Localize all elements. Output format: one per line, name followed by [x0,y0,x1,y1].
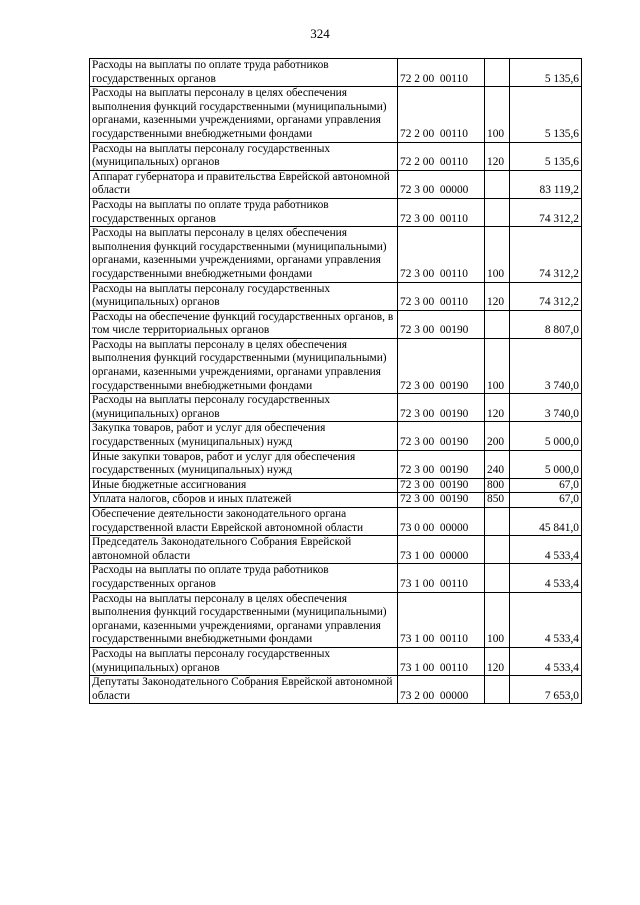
row-code-cell: 73 2 00 00000 [398,676,485,704]
row-expense-type-cell [485,536,510,564]
table-row [90,536,582,564]
row-sum-cell: 5 135,6 [510,142,582,170]
table-row [90,676,582,704]
row-name-cell: Обеспечение деятельности законодательного органа государственной власти Еврейской автономной области [90,508,398,536]
table-row [90,282,582,310]
row-sum-cell: 67,0 [510,493,582,508]
row-sum-cell: 74 312,2 [510,198,582,226]
row-expense-type-cell [485,508,510,536]
row-name-cell: Депутаты Законодательного Собрания Еврейской автономной области [90,676,398,704]
table-row [90,170,582,198]
table-row [90,647,582,675]
page-number: 324 [310,26,330,41]
table-row [90,310,582,338]
table-row [90,87,582,142]
row-code-cell: 72 3 00 00190 [398,422,485,450]
row-expense-type-cell [485,564,510,592]
row-code-cell: 72 3 00 00190 [398,478,485,493]
row-name-cell: Расходы на выплаты персоналу в целях обеспечения выполнения функций государственными (муниципальными) органами, казенными учреждениями, органами управления государственными внебюджетными фондами [90,87,398,142]
row-code-cell: 72 2 00 00110 [398,87,485,142]
row-expense-type-cell: 100 [485,592,510,647]
row-name-cell: Расходы на выплаты персоналу в целях обеспечения выполнения функций государственными (муниципальными) органами, казенными учреждениями, органами управления государственными внебюджетными фондами [90,338,398,393]
row-sum-cell: 4 533,4 [510,536,582,564]
row-sum-cell: 74 312,2 [510,227,582,282]
row-expense-type-cell: 800 [485,478,510,493]
row-name-cell: Иные бюджетные ассигнования [90,478,398,493]
row-sum-cell: 4 533,4 [510,592,582,647]
table-row [90,394,582,422]
table-row [90,508,582,536]
row-name-cell: Расходы на выплаты персоналу в целях обеспечения выполнения функций государственными (муниципальными) органами, казенными учреждениями, органами управления государственными внебюджетными фондами [90,227,398,282]
table-row [90,198,582,226]
row-expense-type-cell: 200 [485,422,510,450]
table-row [90,493,582,508]
row-code-cell: 72 3 00 00000 [398,170,485,198]
row-code-cell: 72 3 00 00110 [398,198,485,226]
row-code-cell: 73 1 00 00110 [398,647,485,675]
row-code-cell: 72 3 00 00190 [398,450,485,478]
row-code-cell: 72 2 00 00110 [398,59,485,87]
row-name-cell: Расходы на выплаты персоналу государственных (муниципальных) органов [90,282,398,310]
row-code-cell: 73 0 00 00000 [398,508,485,536]
row-name-cell: Расходы на выплаты персоналу государственных (муниципальных) органов [90,142,398,170]
row-sum-cell: 5 000,0 [510,450,582,478]
row-expense-type-cell [485,198,510,226]
row-code-cell: 72 3 00 00190 [398,493,485,508]
row-code-cell: 72 3 00 00110 [398,227,485,282]
row-name-cell: Аппарат губернатора и правительства Еврейской автономной области [90,170,398,198]
row-name-cell: Расходы на выплаты по оплате труда работников государственных органов [90,564,398,592]
row-sum-cell: 3 740,0 [510,338,582,393]
row-expense-type-cell [485,310,510,338]
row-sum-cell: 5 135,6 [510,87,582,142]
row-sum-cell: 3 740,0 [510,394,582,422]
row-expense-type-cell: 120 [485,647,510,675]
table-row [90,227,582,282]
row-sum-cell: 83 119,2 [510,170,582,198]
row-name-cell: Расходы на выплаты по оплате труда работников государственных органов [90,198,398,226]
row-sum-cell: 5 135,6 [510,59,582,87]
row-sum-cell: 5 000,0 [510,422,582,450]
row-sum-cell: 4 533,4 [510,564,582,592]
row-expense-type-cell [485,676,510,704]
row-name-cell: Расходы на выплаты персоналу государственных (муниципальных) органов [90,647,398,675]
row-expense-type-cell: 120 [485,142,510,170]
table-row [90,450,582,478]
row-sum-cell: 8 807,0 [510,310,582,338]
row-name-cell: Председатель Законодательного Собрания Еврейской автономной области [90,536,398,564]
budget-table-body [90,59,582,704]
row-code-cell: 73 1 00 00000 [398,536,485,564]
row-name-cell: Расходы на выплаты персоналу в целях обеспечения выполнения функций государственными (муниципальными) органами, казенными учреждениями, органами управления государственными внебюджетными фондами [90,592,398,647]
row-sum-cell: 4 533,4 [510,647,582,675]
row-name-cell: Иные закупки товаров, работ и услуг для обеспечения государственных (муниципальных) нужд [90,450,398,478]
row-code-cell: 72 3 00 00190 [398,394,485,422]
table-row [90,142,582,170]
row-expense-type-cell [485,170,510,198]
row-expense-type-cell: 100 [485,338,510,393]
row-sum-cell: 7 653,0 [510,676,582,704]
row-expense-type-cell: 100 [485,227,510,282]
row-expense-type-cell: 120 [485,282,510,310]
row-code-cell: 72 3 00 00110 [398,282,485,310]
row-name-cell: Расходы на выплаты по оплате труда работников государственных органов [90,59,398,87]
table-row [90,564,582,592]
row-expense-type-cell: 240 [485,450,510,478]
row-code-cell: 72 3 00 00190 [398,310,485,338]
row-code-cell: 72 2 00 00110 [398,142,485,170]
row-name-cell: Расходы на выплаты персоналу государственных (муниципальных) органов [90,394,398,422]
table-row [90,59,582,87]
row-name-cell: Уплата налогов, сборов и иных платежей [90,493,398,508]
row-expense-type-cell: 120 [485,394,510,422]
table-row [90,592,582,647]
table-row [90,422,582,450]
table-row [90,338,582,393]
row-sum-cell: 67,0 [510,478,582,493]
budget-table [89,58,582,704]
table-row [90,478,582,493]
row-expense-type-cell [485,59,510,87]
row-expense-type-cell: 850 [485,493,510,508]
row-name-cell: Расходы на обеспечение функций государственных органов, в том числе территориальных органов [90,310,398,338]
row-name-cell: Закупка товаров, работ и услуг для обеспечения государственных (муниципальных) нужд [90,422,398,450]
row-expense-type-cell: 100 [485,87,510,142]
row-sum-cell: 45 841,0 [510,508,582,536]
row-code-cell: 73 1 00 00110 [398,592,485,647]
row-sum-cell: 74 312,2 [510,282,582,310]
row-code-cell: 73 1 00 00110 [398,564,485,592]
row-code-cell: 72 3 00 00190 [398,338,485,393]
